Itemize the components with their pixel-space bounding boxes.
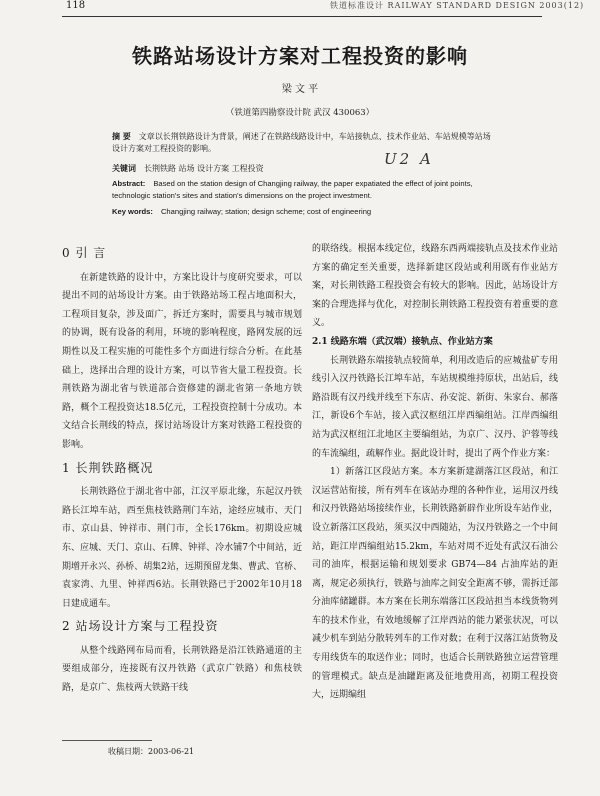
section-heading: 2 站场设计方案与工程投资: [62, 619, 219, 634]
section-paragraph: 在新建铁路的设计中，方案比设计与度研究要求，可以提出不同的站场设计方案。由于铁路站场工程占地面积大，工程项目复杂，涉及面广，拆迁方案时，需要具与城市规划的协调，既有设备的利用，环境的影响程度，路网发展的远期性以及工程实施的可能性多个方面进行综合分析。在此基础上，选择出合理的设计方案，可以节省大量工程投资。长荆铁路为湖北省与铁道部合资修建的湖北省第一条地方铁路，概个工程投资达18.5亿元，工程投资控制十分成功。本文结合长荆线的特点，探讨站场设计方案对铁路工程投资的影响。: [62, 272, 302, 450]
header-rule: [62, 16, 542, 17]
keywords-en: [112, 206, 492, 218]
footnote: 收稿日期：2003-06-21: [108, 747, 195, 756]
section-paragraph: 长荆铁路位于湖北省中部，江汉平原北缘，东起汉丹铁路长江埠车站，西至焦枝铁路荆门车站，途经应城市、天门市、京山县、钟祥市、荆门市，全长176km。初期设应城东、应城、天门、京山、石牌、钟祥、冷水铺7个中间站，近期增开永兴、孙桥、胡集2站，远期预留龙集、曹武、官桥、袁家湾、九里、钟祥西6站。长荆铁路已于2002年10月18日建成通车。: [62, 487, 302, 609]
affiliation: （铁道第四勘察设计院 武汉 430063）: [225, 108, 375, 118]
abstract-en-label: Abstract:: [112, 179, 146, 188]
abstract-zh-label: 摘 要: [112, 131, 131, 141]
section-paragraph: 长荆铁路东端接轨点较简单，利用改造后的应城盐矿专用线引入汉丹铁路长江埠车站，车站规模维持原状，出站后，线路沿既有汉丹线并线至下东店、孙安淀、新街、朱家台、郝落江，新设6个车站，接入武汉枢纽江岸西编组站。江岸西编组站为武汉枢纽江北地区主要编组站，为京广、汉丹、沪蓉等线的车流编组，疏解作业。据此设计时，提出了两个作业方案：: [312, 355, 558, 459]
section-paragraph: 从整个线路网布局而看，长荆铁路是沿江铁路通道的主要组成部分，连接既有汉丹铁路（武京广铁路）和焦枝铁路，是京广、焦枝两大铁路干线: [62, 645, 302, 694]
footnote-rule: [62, 740, 152, 741]
author: 梁 文 平: [281, 84, 319, 95]
section-paragraph: 的联络线。根据本线定位，线路东西两端接轨点及技术作业站方案的确定至关重要，选择新建区段站或利用既有作业站方案，对长荆铁路工程投资会有较大的影响。因此，站场设计方案的合理选择与优化，对控制长荆铁路工程投资有着重要的意义。: [312, 244, 558, 329]
section-heading: 0 引 言: [62, 246, 107, 260]
paper-title: 铁路站场设计方案对工程投资的影响: [132, 44, 468, 68]
running-header: 铁道标准设计 RAILWAY STANDARD DESIGN 2003(12): [330, 1, 585, 10]
left-column: [62, 240, 302, 698]
page-number: 118: [66, 0, 86, 11]
abstract-zh: [112, 130, 492, 155]
abstract-en-text: Based on the station design of Changjing railway, the paper expatiated the effect of joint points, technologic station's sites and station's dimensions on the project investment.: [112, 179, 473, 200]
keywords-en-text: Changjing railway; station; design scheme; cost of engineering: [160, 207, 372, 216]
abstract-en: [112, 178, 492, 202]
handwritten-mark: U2 A: [384, 150, 434, 168]
section-heading: 1 长荆铁路概况: [62, 460, 154, 475]
keywords-zh: [112, 162, 492, 175]
section-paragraph: 1）新落江区段站方案。本方案新建湖落江区段站，和江汉运营站衔接，所有列车在该站办理的各种作业，运用汉丹线和汉丹铁路站场接续作业，长荆铁路新辟作业所设车站作业，设立新落江区段站，须买汉中西随站，为汉丹铁路之一个中间站，距江岸西编组站15.2km，车站对周不近处有武汉石油公司的油库，根据运输和规划要求 GB74—84 占油库站的距离，规定必须执行，铁路与油库之间安全距离不够，需拆迁部分油库储罐群。本方案在长荆东端落江区段站担当本线货物列车的技术作业，有效地缓解了江岸西站的能力紧张状况，可以减少机车到站分散转列车的工作对数；在利于汉落江站货物及专用线货车的取送作业；同时，也适合长荆铁路独立运营管理的管理模式。缺点是油罐距离及征地费用高，初期工程投资大，远期编组: [312, 467, 558, 701]
subsection-heading: 2.1 线路东端（武汉端）接轨点、作业站方案: [312, 336, 493, 347]
right-column: [312, 240, 558, 705]
keywords-zh-text: 长荆铁路 站场 设计方案 工程投资: [144, 164, 264, 173]
abstract-zh-text: 文章以长荆铁路设计为背景，阐述了在铁路线路设计中，车站接轨点、技术作业站、车站规模等站场设计方案对工程投资的影响。: [112, 132, 491, 153]
keywords-zh-label: 关键词: [112, 163, 136, 173]
keywords-en-label: Key words:: [112, 207, 153, 216]
